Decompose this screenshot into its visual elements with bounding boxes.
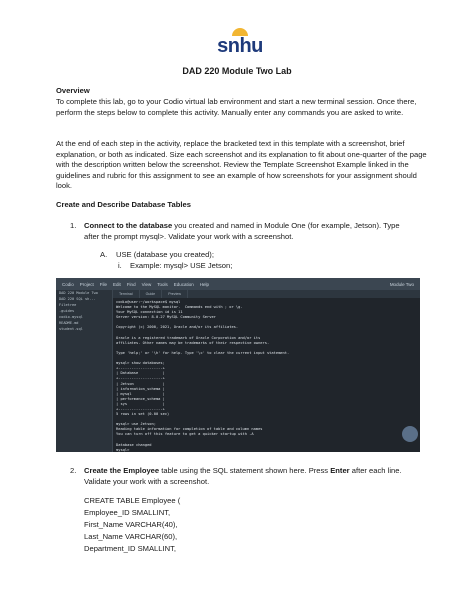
- instructions-paragraph: At the end of each step in the activity, replace the bracketed text in this template with a screenshot, brief explanation, or both as indicated. Size each screenshot and its explanation to fit about one-quarter of the page with the description written below the screenshot. Review the Template Screenshot Example linked in the guidelines and rubric for this assignment to see an example of how screenshots for your assignment should look.: [56, 139, 427, 191]
- terminal-line: | Jetson |: [116, 381, 165, 386]
- step-1a-letter: A.: [100, 250, 108, 259]
- ide-tabs: [113, 290, 420, 298]
- terminal-output: [116, 300, 416, 452]
- step-2-rest-b: after each line.: [349, 466, 402, 475]
- ide-menubar: [56, 278, 420, 290]
- menu-item: Project: [79, 281, 94, 287]
- ide-tab: Guide: [140, 290, 163, 298]
- step-2-bold: Create the Employee: [84, 466, 160, 475]
- step-1ai-text: Example: mysql> USE Jetson;: [130, 261, 233, 270]
- sql-line: First_Name VARCHAR(40),: [84, 520, 178, 529]
- terminal-line: Copyright (c) 2000, 2021, Oracle and/or its affiliates.: [116, 325, 239, 330]
- step-1ai-num: i.: [118, 261, 122, 270]
- step-1-rest: you created and named in Module One (for example, Jetson). Type: [172, 221, 400, 230]
- terminal-line: Reading table information for completion of table and column names: [116, 427, 263, 432]
- terminal-line: 5 rows in set (0.00 sec): [116, 412, 170, 417]
- terminal-line: | Database |: [116, 371, 165, 376]
- step-1-line2: after the prompt mysql>. Validate your work with a screenshot.: [84, 232, 294, 241]
- sidebar-file-item: DAD 220 SQL sh...: [59, 297, 96, 301]
- terminal-line: Your MySQL connection id is 11: [116, 310, 183, 315]
- step-2-bold-enter: Enter: [330, 466, 350, 475]
- overview-heading: Overview: [56, 86, 90, 95]
- terminal-line: Database changed: [116, 442, 152, 447]
- terminal-line: Type 'help;' or '\h' for help. Type '\c' to clear the current input statement.: [116, 350, 290, 355]
- sql-line: Department_ID SMALLINT,: [84, 544, 177, 553]
- step-1-bold: Connect to the database: [84, 221, 173, 230]
- terminal-line: codio@user:~/workspace$ mysql: [116, 300, 181, 304]
- terminal-line: +--------------------+: [116, 366, 165, 371]
- sidebar-file-item: Filetree: [59, 303, 77, 307]
- terminal-screenshot: [56, 278, 420, 452]
- sql-line: CREATE TABLE Employee (: [84, 496, 181, 505]
- menu-item: Tools: [157, 281, 168, 287]
- terminal-line: Server version: 8.0.27 MySQL Community Server: [116, 315, 216, 320]
- logo-text: snhu: [217, 35, 263, 57]
- terminal-line: Welcome to the MySQL monitor. Commands end with ; or \g.: [116, 305, 243, 310]
- overview-body: To complete this lab, go to your Codio virtual lab environment and start a new terminal session. Once there, perform the steps below to complete this activity. Manually enter any commands you are asked to write.: [56, 97, 417, 117]
- assistant-bubble-icon: [402, 426, 418, 442]
- menu-item: Codio: [62, 281, 74, 287]
- sql-line: Employee_ID SMALLINT,: [84, 508, 171, 517]
- sidebar-file-item: student.sql: [59, 327, 83, 331]
- step-1-text: [84, 221, 429, 232]
- step-2-line2: Validate your work with a screenshot.: [84, 477, 210, 486]
- sidebar-file-item: codio-mysql: [59, 315, 83, 319]
- step-2-text: [84, 466, 429, 477]
- menu-item: Edit: [113, 281, 121, 287]
- terminal-line: +--------------------+: [116, 376, 165, 381]
- menu-item: File: [99, 281, 108, 287]
- sql-statement: [84, 495, 180, 555]
- sql-line: Last_Name VARCHAR(60),: [84, 532, 178, 541]
- terminal-line: +--------------------+: [116, 406, 165, 411]
- menu-item: Find: [126, 281, 136, 287]
- terminal-line: | information_schema |: [116, 386, 165, 391]
- snhu-logo: [210, 28, 270, 58]
- terminal-line: affiliates. Other names may be trademarks of their respective owners.: [116, 340, 270, 345]
- menu-item: Education: [173, 281, 194, 287]
- step-2-rest: table using the SQL statement shown here. Press: [159, 466, 331, 475]
- terminal-line: | performance_schema |: [116, 396, 165, 401]
- step-1-number: 1.: [70, 221, 77, 230]
- terminal-line: You can turn off this feature to get a quicker startup with -A: [116, 432, 254, 437]
- terminal-line: mysql> show databases;: [116, 361, 165, 366]
- menu-item: Help: [199, 281, 210, 287]
- section-heading: Create and Describe Database Tables: [56, 200, 191, 209]
- terminal-line: | sys |: [116, 401, 165, 406]
- sidebar-file-item: .guides: [59, 309, 75, 313]
- step-2-number: 2.: [70, 466, 77, 475]
- ide-tab: Terminal: [113, 290, 140, 298]
- menu-item: View: [141, 281, 152, 287]
- terminal-line: | mysql |: [116, 391, 165, 396]
- terminal-line: mysql> use Jetson;: [116, 422, 156, 427]
- menu-project-name: Module Two: [389, 281, 414, 287]
- ide-sidebar: [56, 290, 113, 452]
- terminal-line: Oracle is a registered trademark of Oracle Corporation and/or its: [116, 335, 261, 340]
- sidebar-file-item: DAD 220 Module Two: [59, 291, 98, 295]
- ide-tab: Preview: [162, 290, 188, 298]
- page-title: DAD 220 Module Two Lab: [182, 66, 292, 76]
- sidebar-file-item: README.md: [59, 321, 79, 325]
- step-1a-text: USE (database you created);: [116, 250, 214, 259]
- terminal-line: mysql>: [116, 447, 132, 452]
